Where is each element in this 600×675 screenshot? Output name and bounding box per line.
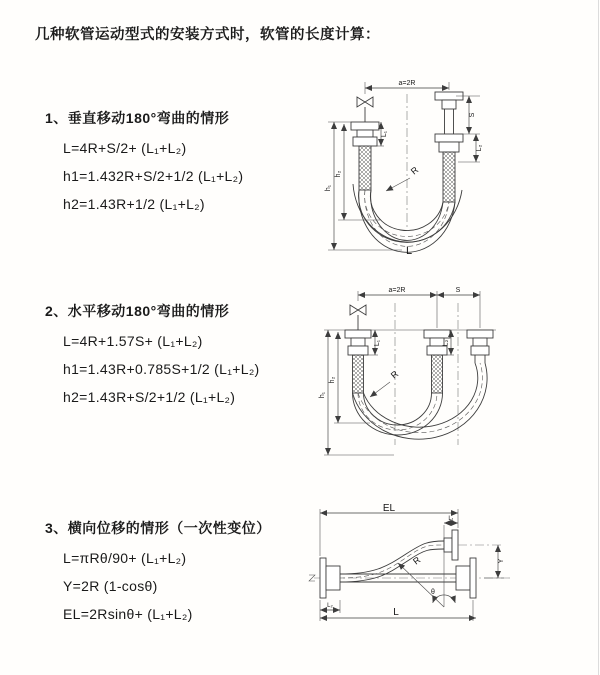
document-title: 几种软管运动型式的安装方式时，软管的长度计算： [35, 27, 380, 43]
section-1-formulas [45, 134, 345, 218]
formula-line: L=πRθ/90+ (L₁+L₂) [63, 550, 187, 566]
dimension-span-s [358, 287, 480, 328]
dim-label-h1: h₁ [319, 391, 326, 399]
right-hose-fitting-moved [467, 330, 493, 363]
dim-label-radius: R [388, 368, 401, 381]
formula-line: EL=2Rsinθ+ (L₁+L₂) [63, 606, 193, 622]
left-flange [320, 558, 340, 598]
dim-label-theta: θ [431, 589, 435, 596]
section-lateral-displacement [45, 518, 345, 628]
valve-icon [357, 97, 373, 122]
left-hose-fitting [351, 122, 379, 190]
dim-label-el: EL [382, 503, 396, 514]
formula-line: Y=2R (1-cosθ) [63, 578, 158, 594]
dimension-length [320, 600, 476, 621]
dim-label-span: a=2R [398, 80, 416, 87]
section-3-formulas [45, 544, 345, 628]
valve-icon [350, 305, 366, 330]
formula-line: h1=1.43R+0.785S+1/2 (L₁+L₂) [63, 361, 260, 377]
dimension-y [484, 545, 505, 578]
dim-label-l1: L₁ [381, 130, 388, 138]
formula-line: L=4R+1.57S+ (L₁+L₂) [63, 333, 203, 349]
dim-label-radius: R [408, 164, 421, 177]
diagram-vertical-180-bend [322, 72, 512, 257]
left-hose-fitting [345, 330, 371, 393]
section-2-heading: 2、水平移动180°弯曲的情形 [45, 303, 230, 319]
dim-label-length: L [405, 245, 413, 257]
dim-label-h2: h₂ [329, 376, 336, 384]
formula-line: h2=1.43R+S/2+1/2 (L₁+L₂) [63, 389, 236, 405]
dim-label-y: Y [498, 558, 505, 564]
dimension-l2 [320, 600, 340, 613]
section-3-heading: 3、横向位移的情形（一次性变位） [45, 520, 271, 536]
dim-label-length: L [393, 607, 399, 618]
section-2-formulas [45, 327, 345, 411]
section-1-heading: 1、垂直移动180°弯曲的情形 [45, 110, 230, 126]
dim-label-l2: L₂ [476, 144, 483, 152]
dimension-l1 [444, 516, 458, 523]
radius-theta-construction [398, 525, 455, 607]
right-flange-original [456, 558, 476, 598]
formula-line: h2=1.43R+1/2 (L₁+L₂) [63, 196, 205, 212]
diagram-horizontal-180-bend [318, 283, 518, 468]
hose-u-bends [353, 363, 488, 439]
page-edge [598, 0, 599, 675]
dim-label-l2: L₂ [442, 339, 450, 347]
dim-label-s: S [469, 112, 476, 118]
dim-label-radius: R [411, 554, 423, 567]
right-hose-fitting [435, 92, 463, 202]
middle-hose-fitting [424, 330, 450, 393]
radius-callout [370, 368, 401, 397]
hose-s-curve [340, 541, 444, 582]
right-flange-displaced [444, 530, 504, 560]
dim-label-l1: L₁ [374, 339, 381, 347]
dimension-s-l2 [456, 96, 483, 162]
dim-label-l1: L₁ [448, 516, 454, 522]
formula-line: h1=1.432R+S/2+1/2 (L₁+L₂) [63, 168, 244, 184]
section-horizontal-movement [45, 301, 345, 411]
dim-label-h2: h₂ [335, 170, 342, 178]
diagram-lateral-displacement [306, 503, 516, 643]
formula-line: L=4R+S/2+ (L₁+L₂) [63, 140, 187, 156]
dim-label-h1: h₁ [325, 184, 332, 192]
dim-label-s: S [455, 287, 461, 294]
dim-label-span: a=2R [388, 287, 406, 294]
dimension-el [320, 503, 458, 556]
dim-label-l2: L₂ [327, 603, 333, 609]
section-vertical-movement [45, 108, 345, 218]
radius-callout [386, 164, 421, 191]
